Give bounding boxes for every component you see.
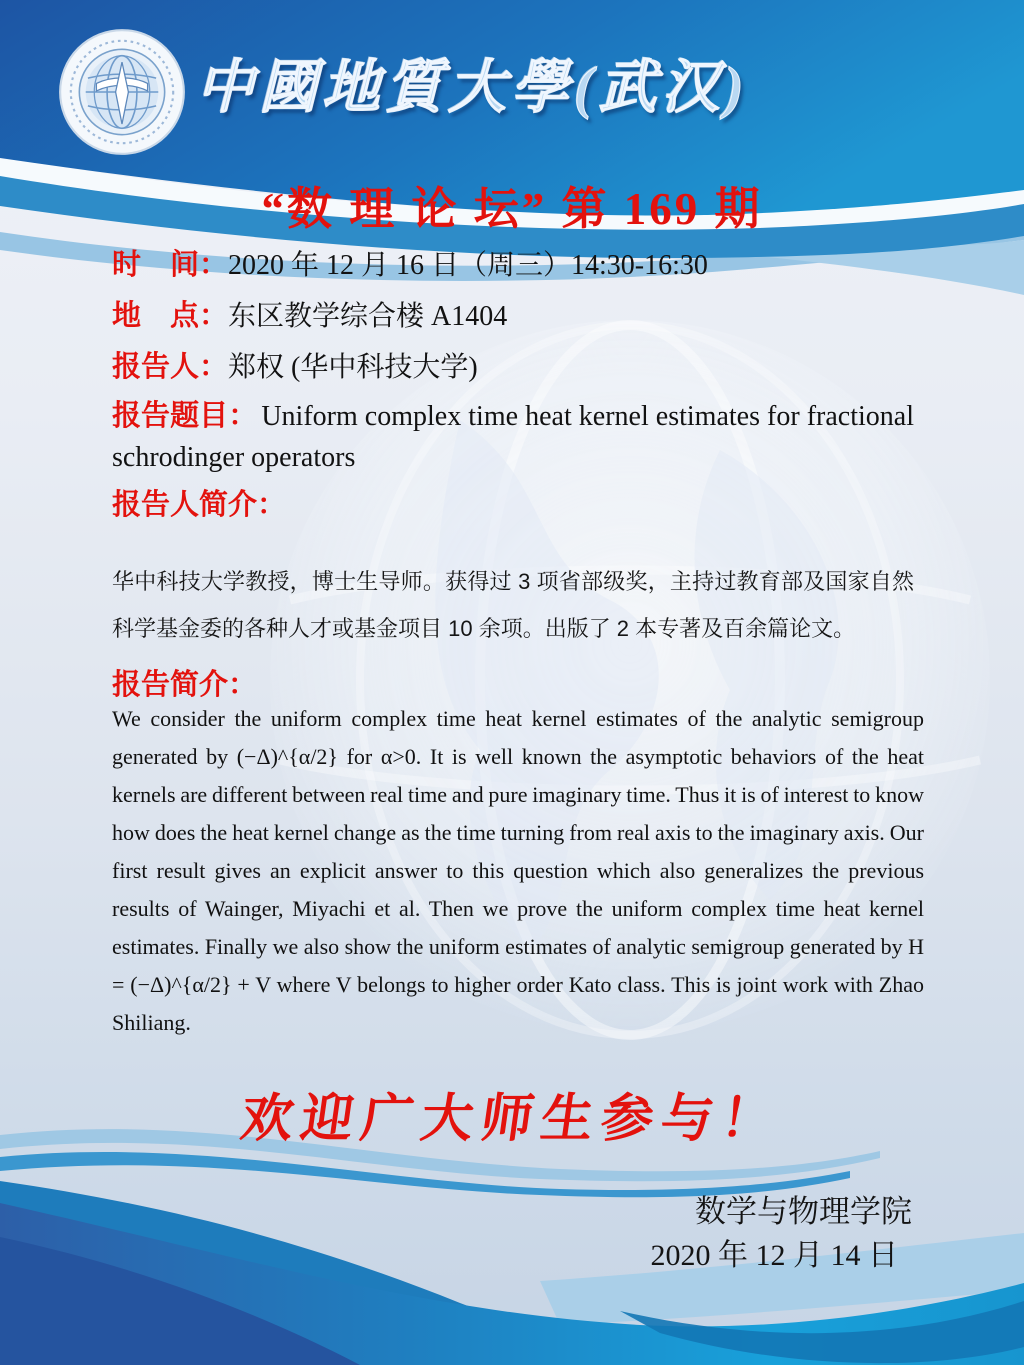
time-label: 时 间： xyxy=(112,249,229,281)
place-label: 地 点： xyxy=(112,300,229,332)
time-value: 2020 年 12 月 16 日（周三）14:30-16:30 xyxy=(228,250,708,281)
seminar-info xyxy=(112,242,914,480)
abstract-text: We consider the uniform complex time heat kernel estimates of the analytic semigroup generated by (−Δ)^{α/2} for α>0. It is well known the asymptotic behaviors of the heat kernels are different between real time and pure imaginary time. Thus it is of interest to know how does the heat kernel change as the time turning from real axis to the imaginary axis. Our first result gives an explicit answer to this question which also generalizes the previous results of Wainger, Miyachi et al. Then we prove the uniform complex time heat kernel estimates. Finally we also show the uniform estimates of analytic semigroup generated by H = (−Δ)^{α/2} + V where V belongs to higher order Kato class. This is joint work with Zhao Shiliang. xyxy=(112,706,924,1035)
topic-label: 报告题目： xyxy=(112,400,258,432)
abstract-section-label: 报告简介： xyxy=(112,669,258,701)
speaker-value: 郑权 (华中科技大学) xyxy=(228,352,478,383)
footer-date: 2020 年 12 月 14 日 xyxy=(650,1239,898,1272)
welcome-banner: 欢迎广大师生参与！ xyxy=(237,1091,786,1148)
topic-value: Uniform complex time heat kernel estimates for fractional schrodinger operators xyxy=(112,401,915,473)
speaker-label: 报告人： xyxy=(112,351,229,383)
footer-department: 数学与物理学院 xyxy=(695,1194,912,1229)
university-name: 中國地質大學(武汉) xyxy=(196,55,749,120)
bio-section-label: 报告人简介： xyxy=(112,489,287,521)
bio-text: 华中科技大学教授，博士生导师。获得过 3 项省部级奖，主持过教育部及国家自然科学基金委的各种人才或基金项目 10 余项。出版了 2 本专著及百余篇论文。 xyxy=(112,569,914,641)
forum-title: “数 理 论 坛” 第 169 期 xyxy=(261,184,763,234)
info-row-place xyxy=(112,293,914,344)
place-value: 东区教学综合楼 A1404 xyxy=(228,301,508,332)
info-row-topic xyxy=(112,398,914,480)
university-seal-icon xyxy=(58,28,186,156)
info-row-time xyxy=(112,242,914,293)
info-row-speaker xyxy=(112,344,914,395)
